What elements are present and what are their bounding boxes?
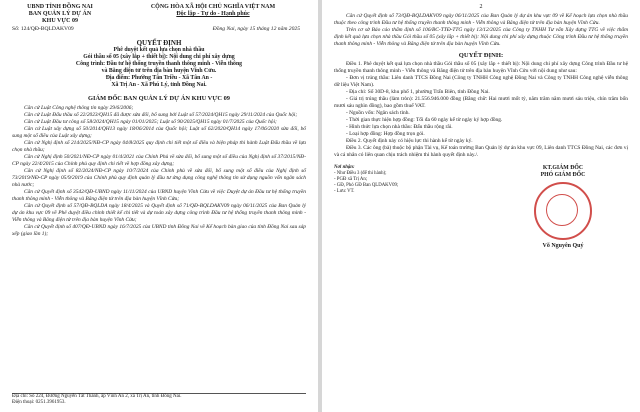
page-2 [322, 0, 640, 412]
country-name: CỘNG HÒA XÃ HỘI CHỦ NGHĨA VIỆT NAM [150, 4, 276, 10]
decision-heading: QUYẾT ĐỊNH: [458, 52, 504, 59]
recipients-heading: Nơi nhận: [334, 165, 355, 170]
detail-item: - Hình thức lựa chọn nhà thầu: Đấu thầu rộng rãi. [346, 124, 453, 130]
legal-basis [12, 105, 306, 238]
basis-paragraph: Căn cứ Nghị định 50/2021/NĐ-CP ngày 01/4/2021 của Chính Phủ về sửa đổi, bổ sung một số điều của Nghị định số 37/2015/NĐ-CP ngày 22/4/2015 của Chính phủ quy định chi tiết về hợp đồng xây dựng; [12, 154, 306, 167]
recipient-item: - GĐ, Phó GĐ Ban QLDAKV09; [334, 183, 399, 188]
national-title [120, 4, 306, 25]
basis-paragraph: Trên cơ sở Báo cáo thẩm định số 106/BC-TTĐ-TTG ngày 13/12/2025 của Công ty TNHH Tư vấn Xây dựng TTG về việc thẩm định kết quả lựa chọn nhà thầu Gói thầu số 05 (xây lắp + thiết bị): Nội dung chi phí xây dựng thuộc Công trình Đầu tư hệ thống truyền thanh thông minh - Viễn thông và Băng điện tử trên địa bàn huyện Vĩnh Cửu. [334, 27, 628, 47]
page-footer [12, 394, 306, 406]
detail-item: - Giá trị trúng thầu (làm tròn): 21.556.946.000 đồng (Bằng chữ: Hai mươi mốt tỷ, năm trăm năm mươi sáu triệu, chín trăm bốn mươi sáu nghìn đồng), bao gồm thuế VAT. [334, 96, 628, 109]
recipient-item: - PGĐ xã Trị An; [334, 177, 368, 182]
article-1-details [334, 75, 628, 138]
motto: Độc lập - Tự do - Hạnh phúc [176, 11, 250, 17]
basis-paragraph: Căn cứ Quyết định số 73/QĐ-BQLDAKV09 ngày 06/11/2025 của Ban Quản lý dự án khu vực 09 về Kế hoạch lựa chọn nhà thầu thuộc theo công trình Đầu tư hệ thống truyền thanh thông minh - Viễn thông và Băng điện tử trên địa bàn huyện Vĩnh Cửu. [334, 13, 628, 26]
issuing-agency [12, 4, 108, 25]
document-header [12, 4, 306, 25]
director-heading: GIÁM ĐỐC BAN QUẢN LÝ DỰ ÁN KHU VỰC 09 [88, 95, 230, 102]
basis-paragraph: Căn cứ Luật Đấu thầu số 22/2023/QH15 đã được sửa đổi, bổ sung bởi Luật số 57/2024/QH15 ngày 29/11/2024 của Quốc hội; [24, 112, 298, 118]
page-number: 2 [479, 4, 483, 10]
subtitle-line: Công trình: Đầu tư hệ thống truyền thanh thông minh - Viễn thông [75, 61, 243, 67]
recipient-item: - Như Điều 3 (để thi hành); [334, 171, 387, 176]
subtitle-line: Địa điểm: Phường Tân Triều - Xã Tân An - [105, 75, 213, 81]
article-1: Điều 1. Phê duyệt kết quả lựa chọn nhà thầu Gói thầu số 05 (xây lắp + thiết bị): Nội dung chi phí xây dựng Công trình Đầu tư hệ thống truyền thanh thông minh - Viễn thông và Băng điện tử trên địa bàn huyện Vĩnh Cửu với nội dung như sau: [334, 61, 628, 74]
signer-name: Võ Nguyên Quý [542, 243, 584, 249]
basis-paragraph: Căn cứ Luật xây dựng số 50/2014/QH13 ngày 18/06/2014 của Quốc hội; Luật số 62/2020/QH14 ngày 17/06/2020 sửa đổi, bổ sung một số điều của Luật xây dựng; [12, 126, 306, 139]
recipients [334, 165, 444, 250]
footer-phone: Điện thoại: 0251.3961953. [12, 400, 66, 405]
subtitle-line: Gói thầu số 05 (xây lắp + thiết bị): Nội dung chi phí xây dựng [83, 54, 235, 60]
agency-line: UBND TỈNH ĐỒNG NAI [27, 4, 93, 10]
article-2: Điều 2. Quyết định này có hiệu lực thi hành kể từ ngày ký. [346, 138, 473, 144]
detail-item: - Nguồn vốn: Ngân sách tỉnh. [346, 110, 410, 116]
article-3: Điều 3. Các ông (bà) thuộc bộ phận Tài vụ, Kế toán trường Ban Quản lý dự án khu vực 09, Liên danh TTCS Đồng Nai, các đơn vị và cá nhân có liên quan chịu trách nhiệm thi hành quyết định này./. [334, 145, 628, 158]
detail-item: - Loại hợp đồng: Hợp đồng trọn gói. [346, 131, 425, 137]
subtitle-line: và Băng điện tử trên địa bàn huyện Vĩnh Cửu. [101, 68, 217, 74]
official-seal-icon [534, 182, 592, 240]
detail-item: - Địa chỉ: Số 30D-8, khu phố 1, phường Trấn Biên, tỉnh Đồng Nai. [346, 89, 490, 95]
basis-paragraph: Căn cứ Nghị định số 214/2025/NĐ-CP ngày 04/8/2025 quy định chi tiết một số điều và biện pháp thi hành Luật Đấu thầu về lựa chọn nhà thầu; [12, 140, 306, 153]
signer-block [498, 165, 628, 250]
subtitle-line: Xã Trị An - Xã Phú Lý, tỉnh Đồng Nai. [111, 82, 207, 88]
basis-paragraph: Căn cứ Quyết định số 57/QĐ-BQLDA ngày 18/4/2025 và Quyết định số 71/QĐ-BQLDAKV09 ngày 06/11/2025 của Ban Quản lý dự án khu vực 09 về Phê duyệt điều chỉnh thiết kế chi tiết và dự toán xây dựng công trình Đầu tư hệ thống truyền thanh thông minh - Viễn thông và Băng điện tử trên địa bàn huyện Vĩnh Cửu; [12, 203, 306, 223]
signer-title: PHÓ GIÁM ĐỐC [540, 172, 586, 178]
footer-address: Địa chỉ: Số 224, Đường Nguyễn Tất Thành, ấp Vĩnh An 2, xã Trị An, tỉnh Đồng Nai. [12, 394, 182, 399]
page-1 [0, 0, 318, 412]
detail-item: - Thời gian thực hiện hợp đồng: Tối đa 60 ngày kể từ ngày ký hợp đồng. [346, 117, 503, 123]
agency-line: KHU VỰC 09 [42, 18, 78, 24]
agency-line: BAN QUẢN LÝ DỰ ÁN [28, 11, 92, 17]
detail-item: - Đơn vị trúng thầu: Liên danh TTCS Đồng Nai (Công ty TNHH Công nghệ Đồng Nai và Công ty TNHH Công nghệ viễn thông dữ liệu Việt Nam). [334, 75, 628, 88]
recipient-item: - Lưu: VT. [334, 189, 355, 194]
subtitle-line: Phê duyệt kết quả lựa chọn nhà thầu [113, 47, 205, 53]
basis-paragraph: Căn cứ Nghị định số 82/2024/NĐ-CP ngày 10/7/2024 của Chính phủ về sửa đổi, bổ sung một số điều của Nghị định số 73/2019/NĐ-CP ngày 05/9/2019 của Chính phủ quy định quản lý đầu tư ứng dụng công nghệ thông tin sử dụng nguồn vốn ngân sách nhà nước; [12, 168, 306, 188]
issue-date: Đồng Nai, ngày 15 tháng 12 năm 2025 [212, 26, 300, 32]
basis-paragraph: Căn cứ Luật Công nghệ thông tin ngày 29/6/2006; [24, 105, 134, 111]
document-title: QUYẾT ĐỊNH [136, 39, 182, 47]
signature-block [334, 165, 628, 250]
reference-number: Số: 124/QĐ-BQLDAKV09 [12, 26, 74, 32]
sign-on-behalf: KT.GIÁM ĐỐC [542, 165, 584, 171]
basis-paragraph: Căn cứ Quyết định số 3542/QĐ-UBND ngày 11/11/2024 của UBND huyện Vĩnh Cửu về việc Duyệt dự án Đầu tư hệ thống truyền thanh thông minh - Viễn thông và Băng điện tử trên địa bàn huyện Vĩnh Cửu; [12, 189, 306, 202]
basis-paragraph: Căn cứ Luật Đầu tư công số 58/2024/QH15 ngày 01/01/2025; Luật số 90/2025/QH15 ngày 01/7/2025 của Quốc hội; [24, 119, 277, 125]
document-subtitle [12, 47, 306, 89]
basis-paragraph: Căn cứ Quyết định số 407/QĐ-UBND ngày 16/7/2025 của UBND tỉnh Đồng Nai về Kế hoạch bàn giao của tỉnh Đồng Nai sau sáp xếp (giao lần 1); [12, 224, 306, 237]
